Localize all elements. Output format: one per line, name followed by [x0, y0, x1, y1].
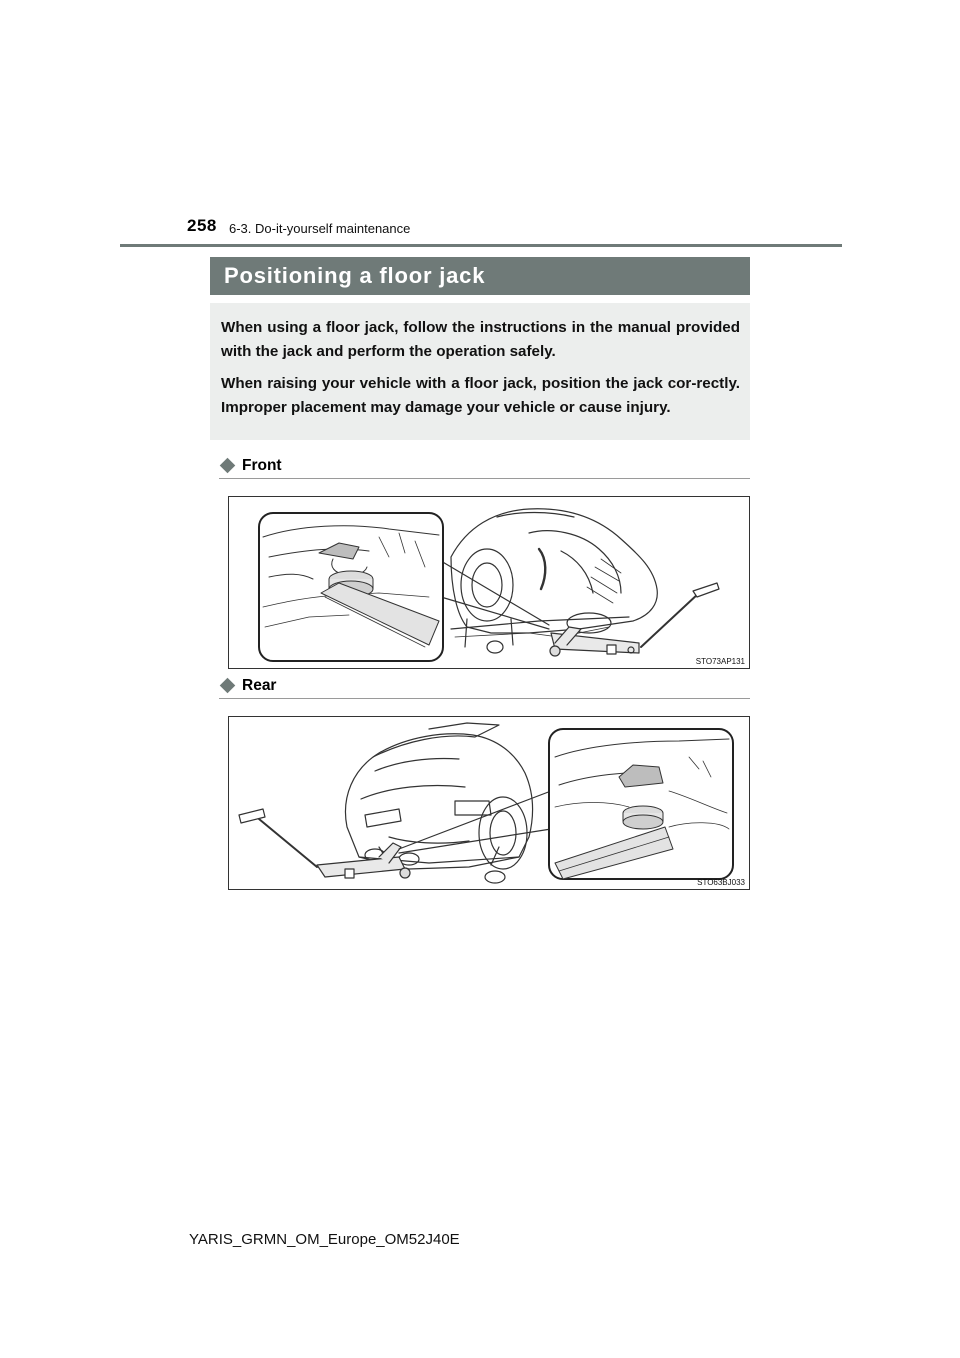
- rear-jack-figure: [228, 716, 750, 890]
- subheading-rear: [219, 677, 750, 699]
- figure-code: STO73AP131: [695, 657, 745, 666]
- header-rule: [120, 244, 842, 247]
- floor-jack-rear-illustration: [229, 717, 749, 889]
- intro-paragraph-2: When raising your vehicle with a floor jack, position the jack cor-rectly. Improper placement may damage your vehicle or cause injury.: [221, 375, 740, 416]
- figure-code: STO63BJ033: [697, 878, 745, 887]
- diamond-bullet-icon: [220, 678, 236, 694]
- subheading-front: [219, 457, 750, 479]
- intro-paragraph-1: When using a floor jack, follow the instructions in the manual provided with the jack and perform the operation safely.: [221, 319, 740, 360]
- section-title: 6-3. Do-it-yourself maintenance: [229, 221, 411, 236]
- subheading-label: Front: [242, 457, 282, 474]
- footer-document-code: YARIS_GRMN_OM_Europe_OM52J40E: [189, 1231, 460, 1248]
- front-jack-figure: [228, 496, 750, 669]
- page-number: 258: [187, 216, 217, 235]
- title-banner: [210, 257, 750, 295]
- intro-box: [210, 303, 750, 440]
- subheading-label: Rear: [242, 677, 277, 694]
- page-title: Positioning a floor jack: [224, 263, 486, 288]
- diamond-bullet-icon: [220, 458, 236, 474]
- floor-jack-front-illustration: [229, 497, 749, 668]
